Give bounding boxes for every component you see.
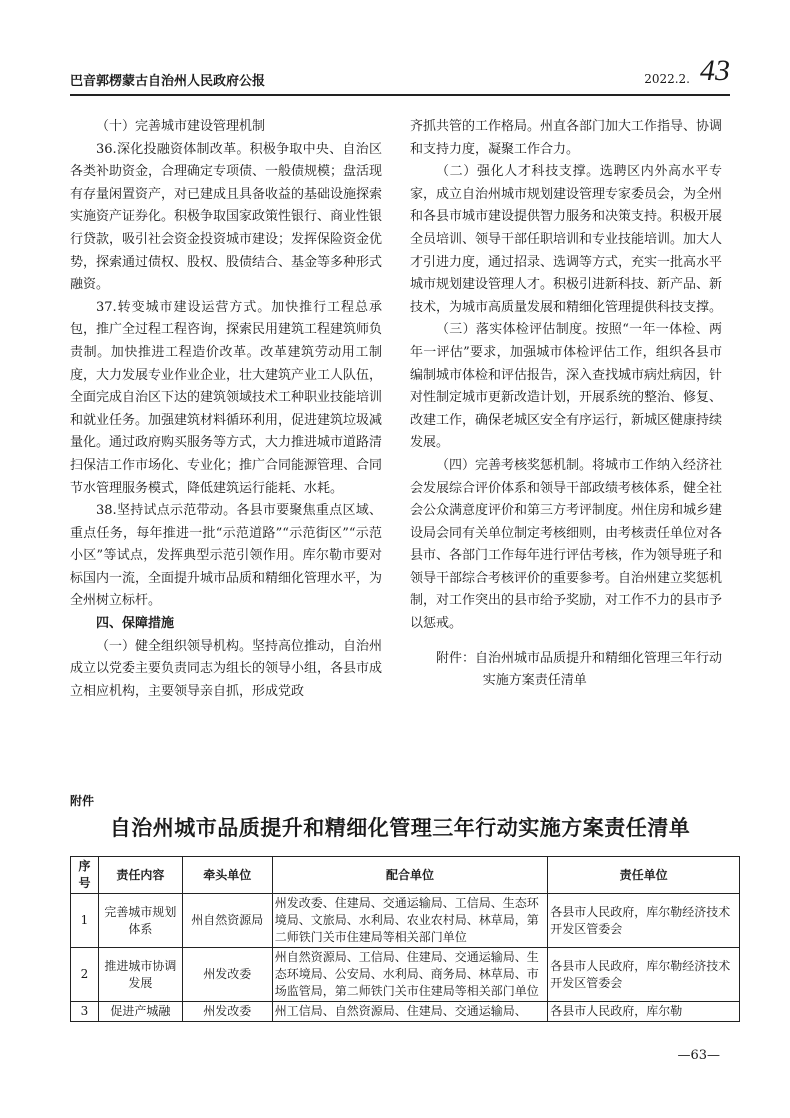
row-responsible-unit: 各县市人民政府，库尔勒 [548, 1002, 740, 1022]
page-header [70, 54, 730, 92]
attachment-note: 附件：自治州城市品质提升和精细化管理三年行动实施方案责任清单 [436, 650, 723, 689]
row-cooperating-units: 州发改委、住建局、交通运输局、工信局、生态环境局、文旅局、水利局、农业农村局、林草局，第二师铁门关市住建局等相关部门单位 [272, 894, 548, 948]
row-lead-unit: 州发改委 [182, 948, 272, 1002]
header-rule [70, 94, 730, 96]
right-column [410, 116, 722, 693]
paragraph: （四）完善考核奖惩机制。将城市工作纳入经济社会发展综合评价体系和领导干部政绩考核体系，健全社会公众满意度评价和第三方考评制度。州住房和城乡建设局会同有关单位制定考核细则，由考核责任单位对各县市、各部门工作每年进行评估考核，作为领导班子和领导干部综合考核评价的重要参考。自治州建立奖惩机制，对工作突出的县市给予奖励，对工作不力的县市予以惩戒。 [410, 457, 723, 632]
header-index: 序号 [71, 857, 99, 894]
issue-date: 2022.2. [644, 72, 690, 86]
table-header-row [71, 857, 740, 894]
paragraph: 38.坚持试点示范带动。各县市要聚焦重点区域、重点任务，每年推进一批“示范道路”“示范街区”“示范小区”等试点，发挥典型示范引领作用。库尔勒市要对标国内一流，全面提升城市品质和精细化管理水平，为全州树立标杆。 [70, 503, 383, 609]
issue-number: 43 [700, 54, 730, 87]
attachment-title: 自治州城市品质提升和精细化管理三年行动实施方案责任清单 [109, 815, 691, 840]
paragraph: （十）完善城市建设管理机制 [96, 119, 266, 134]
left-column [70, 116, 382, 703]
table-row [71, 894, 740, 948]
row-content: 推进城市协调发展 [98, 948, 182, 1002]
header-lead-unit: 牵头单位 [182, 857, 272, 894]
header-responsible-unit: 责任单位 [548, 857, 740, 894]
section-heading: 四、保障措施 [96, 616, 175, 632]
row-responsible-unit: 各县市人民政府，库尔勒经济技术开发区管委会 [548, 894, 740, 948]
attachment-label: 附件 [70, 794, 95, 808]
header-cooperating-units: 配合单位 [272, 857, 548, 894]
paragraph: 36.深化投融资体制改革。积极争取中央、自治区各类补助资金，合理确定专项债、一般债规模；盘活现有存量闲置资产，对已建成且具备收益的基础设施探索实施资产证券化。积极争取国家政策性银行、商业性银行贷款，吸引社会资金投资城市建设；发挥保险资金优势，探索通过债权、股权、股债结合、基金等多种形式融资。 [70, 141, 383, 293]
row-responsible-unit: 各县市人民政府，库尔勒经济技术开发区管委会 [548, 948, 740, 1002]
paragraph: （一）健全组织领导机构。坚持高位推动，自治州成立以党委主要负责同志为组长的领导小组，各县市成立相应机构，主要领导亲自抓，形成党政 [70, 638, 383, 699]
row-lead-unit: 州发改委 [182, 1002, 272, 1022]
row-index: 2 [71, 948, 99, 1002]
responsibility-table [70, 856, 740, 1022]
row-lead-unit: 州自然资源局 [182, 894, 272, 948]
table-row [71, 948, 740, 1002]
row-index: 3 [71, 1002, 99, 1022]
page-number: —63— [677, 1048, 720, 1063]
row-cooperating-units: 州自然资源局、工信局、住建局、交通运输局、生态环境局、公安局、水利局、商务局、林草局、市场监管局，第二师铁门关市住建局等相关部门单位 [272, 948, 548, 1002]
row-content: 完善城市规划体系 [98, 894, 182, 948]
paragraph: （二）强化人才科技支撑。选聘区内外高水平专家，成立自治州城市规划建设管理专家委员会，为全州和各县市城市建设提供智力服务和决策支持。积极开展全员培训、领导干部任职培训和专业技能培训。加大人才引进力度，通过招录、选调等方式，充实一批高水平城市规划建设管理人才。积极引进新科技、新产品、新技术，为城市高质量发展和精细化管理提供科技支撑。 [410, 164, 723, 315]
header-content: 责任内容 [98, 857, 182, 894]
row-cooperating-units: 州工信局、自然资源局、住建局、交通运输局、 [272, 1002, 548, 1022]
paragraph: 37.转变城市建设运营方式。加快推行工程总承包，推广全过程工程咨询，探索民用建筑工程建筑师负责制。加快推进工程造价改革。改革建筑劳动用工制度，大力发展专业作业企业，壮大建筑产业工人队伍，全面完成自治区下达的建筑领域技术工种职业技能培训和就业任务。加强建筑材料循环利用，促进建筑垃圾减量化。通过政府购买服务等方式，大力推进城市道路清扫保洁工作市场化、专业化；推广合同能源管理、合同节水管理服务模式，降低建筑运行能耗、水耗。 [70, 299, 383, 496]
journal-title: 巴音郭楞蒙古自治州人民政府公报 [70, 74, 266, 89]
row-content: 促进产城融 [98, 1002, 182, 1022]
paragraph: （三）落实体检评估制度。按照“一年一体检、两年一评估”要求，加强城市体检评估工作，组织各县市编制城市体检和评估报告，深入查找城市病灶病因，针对性制定城市更新改造计划，开展系统的整治、修复、改建工作，确保老城区安全有序运行，新城区健康持续发展。 [410, 322, 723, 451]
table-row [71, 1002, 740, 1022]
row-index: 1 [71, 894, 99, 948]
paragraph: 齐抓共管的工作格局。州直各部门加大工作指导、协调和支持力度，凝聚工作合力。 [410, 119, 723, 157]
